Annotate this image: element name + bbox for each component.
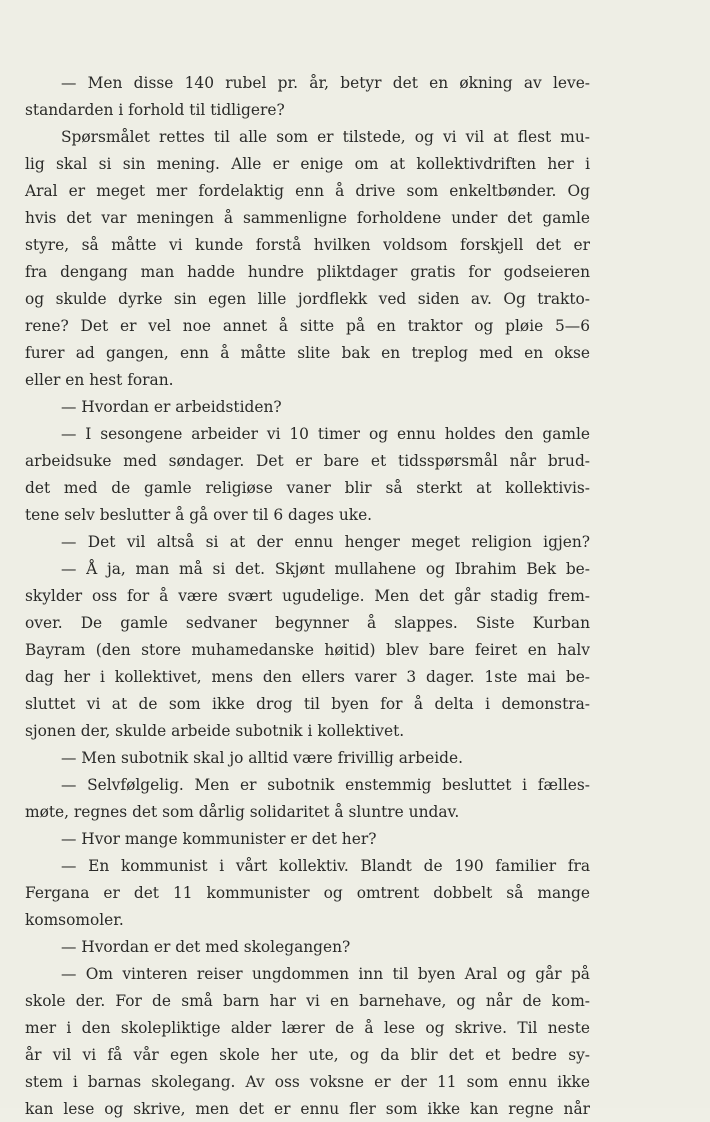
text-line: skylder oss for å være svært ugudelige. Men det går stadig frem- xyxy=(25,587,590,605)
text-line: sjonen der, skulde arbeide subotnik i kollektivet. xyxy=(25,722,405,740)
text-line: Fergana er det 11 kommunister og omtrent dobbelt så mange xyxy=(25,884,590,902)
text-line: møte, regnes det som dårlig solidaritet å sluntre undav. xyxy=(25,803,460,821)
text-line: sluttet vi at de som ikke drog til byen for å delta i demonstra- xyxy=(25,695,590,713)
text-line: komsomoler. xyxy=(25,911,124,929)
text-line: styre, så måtte vi kunde forstå hvilken voldsom forskjell det er xyxy=(25,236,590,254)
text-line: skole der. For de små barn har vi en barnehave, og når de kom- xyxy=(25,992,590,1010)
text-line: Spørsmålet rettes til alle som er tilstede, og vi vil at flest mu- xyxy=(61,128,590,146)
text-line: furer ad gangen, enn å måtte slite bak en treplog med en okse xyxy=(25,344,590,362)
text-line: — Hvordan er det med skolegangen? xyxy=(61,938,351,956)
text-line: — Det vil altså si at der ennu henger meget religion igjen? xyxy=(61,533,590,551)
text-line: år vil vi få vår egen skole her ute, og da blir det et bedre sy- xyxy=(25,1046,590,1064)
text-line: Bayram (den store muhamedanske høitid) blev bare feiret en halv xyxy=(25,641,590,659)
text-line: — Å ja, man må si det. Skjønt mullahene og Ibrahim Bek be- xyxy=(61,560,590,578)
text-line: hvis det var meningen å sammenligne forholdene under det gamle xyxy=(25,209,590,227)
text-line: arbeidsuke med søndager. Det er bare et tidsspørsmål når brud- xyxy=(25,452,590,470)
text-line: standarden i forhold til tidligere? xyxy=(25,101,285,119)
text-line: — Selvfølgelig. Men er subotnik enstemmig besluttet i fælles- xyxy=(61,776,590,794)
text-line: rene? Det er vel noe annet å sitte på en traktor og pløie 5—6 xyxy=(25,317,590,335)
text-line: — I sesongene arbeider vi 10 timer og ennu holdes den gamle xyxy=(61,425,590,443)
text-line: kan lese og skrive, men det er ennu fler som ikke kan regne når xyxy=(25,1100,590,1118)
text-line: det med de gamle religiøse vaner blir så sterkt at kollektivis- xyxy=(25,479,590,497)
text-line: over. De gamle sedvaner begynner å slappes. Siste Kurban xyxy=(25,614,590,632)
text-line: — Hvor mange kommunister er det her? xyxy=(61,830,377,848)
text-line: og skulde dyrke sin egen lille jordflekk ved siden av. Og trakto- xyxy=(25,290,590,308)
text-line: lig skal si sin mening. Alle er enige om at kollektivdriften her i xyxy=(25,155,590,173)
text-line: stem i barnas skolegang. Av oss voksne er der 11 som ennu ikke xyxy=(25,1073,590,1091)
text-line: — Om vinteren reiser ungdommen inn til byen Aral og går på xyxy=(61,965,590,983)
text-line: mer i den skolepliktige alder lærer de å lese og skrive. Til neste xyxy=(25,1019,590,1037)
text-line: dag her i kollektivet, mens den ellers varer 3 dager. 1ste mai be- xyxy=(25,668,590,686)
text-line: eller en hest foran. xyxy=(25,371,174,389)
text-line: — En kommunist i vårt kollektiv. Blandt de 190 familier fra xyxy=(61,857,590,875)
text-line: tene selv beslutter å gå over til 6 dages uke. xyxy=(25,506,373,524)
text-line: fra dengang man hadde hundre pliktdager gratis for godseieren xyxy=(25,263,590,281)
text-line: — Men disse 140 rubel pr. år, betyr det en økning av leve- xyxy=(61,74,590,92)
text-line: Aral er meget mer fordelaktig enn å drive som enkeltbønder. Og xyxy=(25,182,590,200)
text-line: — Men subotnik skal jo alltid være frivillig arbeide. xyxy=(61,749,464,767)
text-line: — Hvordan er arbeidstiden? xyxy=(61,398,282,416)
